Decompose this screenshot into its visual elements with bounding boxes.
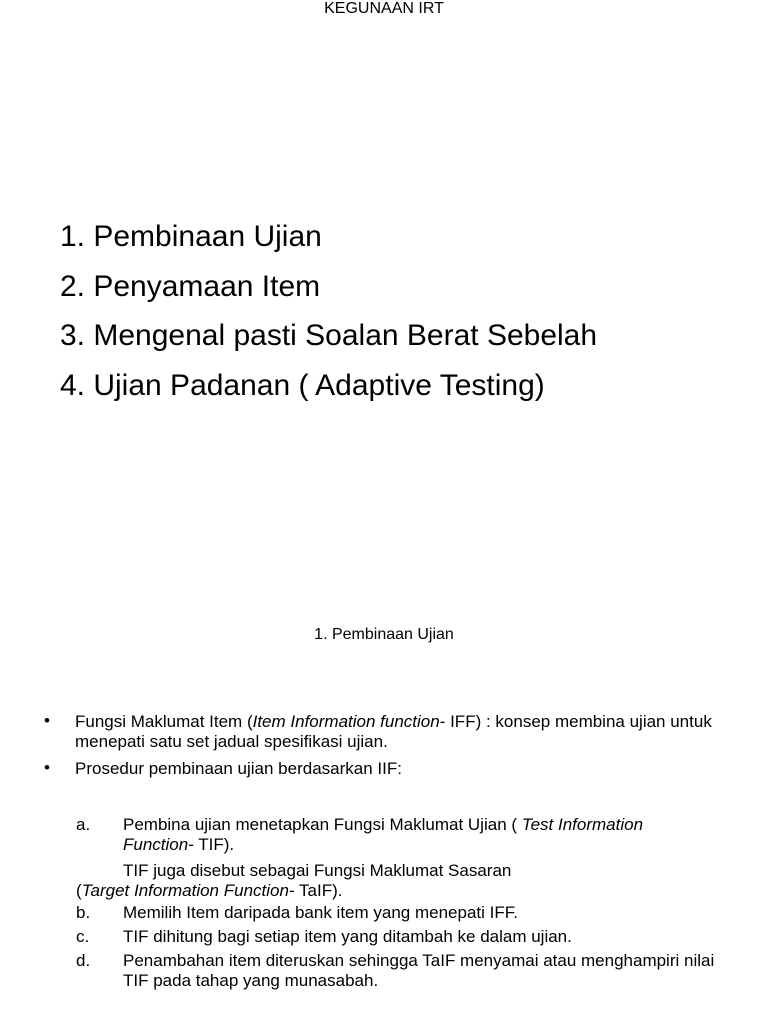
list-item: 1. Pembinaan Ujian (60, 220, 322, 253)
list-item: 4. Ujian Padanan ( Adaptive Testing) (60, 368, 545, 402)
bullet-list (44, 712, 734, 786)
bullet-text-pre: Fungsi Maklumat Item ( (75, 712, 253, 731)
step-item (76, 815, 716, 855)
bullet-text-italic: Item Information function (252, 712, 440, 731)
step-marker: b. (76, 903, 91, 922)
list-item: 3. Mengenal pasti Soalan Berat Sebelah (60, 319, 598, 352)
bullet-text-post: - IFF) : konsep membina ujian untuk menepati satu set jadual spesifikasi ujian. (75, 712, 712, 751)
bullet-icon: • (44, 758, 50, 777)
tif-note (76, 861, 716, 901)
step-marker: a. (76, 815, 91, 834)
slide-1-title: KEGUNAAN IRT (324, 0, 444, 17)
step-text-post: - TIF). (188, 835, 235, 854)
bullet-item (44, 759, 734, 779)
step-text-pre: Pembina ujian menetapkan Fungsi Maklumat Ujian ( (123, 815, 522, 834)
step-marker: d. (76, 951, 91, 970)
procedure-list (76, 815, 716, 995)
note-italic: Target Information Function (81, 881, 289, 900)
step-item (76, 951, 716, 991)
slide-2-title: 1. Pembinaan Ujian (314, 626, 454, 643)
step-marker: c. (76, 927, 90, 946)
bullet-item (44, 712, 734, 752)
note-open: ( (76, 881, 82, 900)
bullet-icon: • (44, 711, 50, 730)
uses-list (60, 212, 597, 410)
list-item: 2. Penyamaan Item (60, 269, 321, 303)
step-item (76, 903, 716, 923)
bullet-text: Prosedur pembinaan ujian berdasarkan IIF: (75, 759, 402, 778)
step-text: TIF dihitung bagi setiap item yang ditambah ke dalam ujian. (123, 927, 572, 946)
note-line-1: TIF juga disebut sebagai Fungsi Maklumat Sasaran (123, 861, 512, 880)
step-text: Penambahan item diteruskan sehingga TaIF menyamai atau menghampiri nilai TIF pada tahap yang munasabah. (123, 951, 715, 990)
step-item (76, 927, 716, 947)
note-post: - TaIF). (288, 881, 343, 900)
step-text: Memilih Item daripada bank item yang menepati IFF. (123, 903, 518, 922)
step-text-italic: Test Information Function (123, 815, 644, 854)
